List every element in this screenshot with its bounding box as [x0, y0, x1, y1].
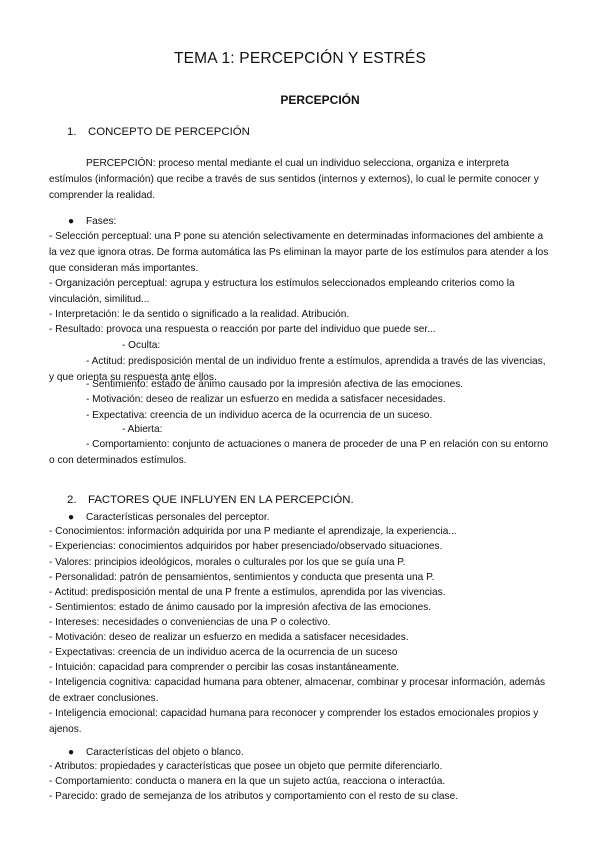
list-item: - Expectativas: creencia de un individuo acerca de la ocurrencia de un suceso — [49, 647, 398, 658]
list-item: - Experiencias: conocimientos adquiridos por haber presenciado/observado situaciones. — [49, 541, 443, 552]
bullet-object — [68, 747, 244, 758]
list-item: - Intereses: necesidades o conveniencias de una P o colectivo. — [49, 617, 331, 628]
bullet-label: Características del objeto o blanco. — [86, 747, 244, 758]
list-item: - Sentimiento: estado de ánimo causado por la impresión afectiva de las emociones. — [86, 379, 464, 390]
list-item: - Comportamiento: conducta o manera en la que un sujeto actúa, reacciona o interactúa. — [49, 776, 446, 787]
list-item: - Inteligencia cognitiva: capacidad humana para obtener, almacenar, combinar y procesar información, además de extraer conclusiones. — [49, 677, 545, 704]
section-1-number: 1. — [67, 126, 77, 138]
bullet-dot-icon: ● — [68, 216, 75, 227]
definition-paragraph: PERCEPCIÓN: proceso mental mediante el cual un individuo selecciona, organiza e interpreta estímulos (información) que recibe a través de sus sentidos (internos y externos), lo cual le permite conocer y comprender la realidad. — [49, 158, 539, 201]
page-subtitle: PERCEPCIÓN — [280, 93, 360, 107]
bullet-label: Fases: — [86, 216, 117, 227]
list-item: - Expectativa: creencia de un individuo acerca de la ocurrencia de un suceso. — [86, 410, 433, 421]
list-item: - Valores: principios ideológicos, morales o culturales por los que se guía una P. — [49, 557, 406, 568]
section-1-title: CONCEPTO DE PERCEPCIÓN — [88, 126, 250, 138]
list-item: - Parecido: grado de semejanza de los atributos y comportamiento con el resto de su clase. — [49, 791, 459, 802]
bullet-personal — [68, 512, 269, 523]
list-item: - Actitud: predisposición mental de un individuo frente a estímulos, aprendida a través de las vivencias, y que orienta su respuesta ante ellos. — [49, 356, 546, 383]
list-item: - Personalidad: patrón de pensamientos, sentimientos y conducta que presenta una P. — [49, 572, 435, 583]
section-2-number: 2. — [67, 494, 77, 506]
bullet-label: Características personales del perceptor. — [86, 512, 270, 523]
list-item: - Motivación: deseo de realizar un esfuerzo en medida a satisfacer necesidades. — [86, 394, 446, 405]
list-item: - Resultado: provoca una respuesta o reacción por parte del individuo que puede ser... — [49, 324, 436, 335]
list-item: - Organización perceptual: agrupa y estructura los estímulos seleccionados empleando criterios como la vinculación, similitud... — [49, 278, 515, 305]
list-item: - Selección perceptual: una P pone su atención selectivamente en determinadas informaciones del ambiente a la vez que ignora otras. De forma automática las Ps eliminan la mayor parte de los estímulos para atender a los que consideran más importantes. — [49, 231, 549, 274]
list-item: - Inteligencia emocional: capacidad humana para reconocer y comprender los estados emocionales propios y ajenos. — [49, 708, 539, 735]
list-item: - Abierta: — [122, 424, 163, 435]
list-item: - Interpretación: le da sentido o significado a la realidad. Atribución. — [49, 309, 350, 320]
list-item: - Comportamiento: conjunto de actuaciones o manera de proceder de una P en relación con su entorno o con determinados estímulos. — [49, 439, 549, 466]
page-title: TEMA 1: PERCEPCIÓN Y ESTRÉS — [173, 50, 427, 67]
bullet-dot-icon: ● — [68, 747, 75, 758]
list-item: - Conocimientos: información adquirida por una P mediante el aprendizaje, la experiencia... — [49, 526, 457, 537]
list-item: - Atributos: propiedades y características que posee un objeto que permite diferenciarlo. — [49, 761, 443, 772]
list-item: - Oculta: — [122, 340, 161, 351]
list-item: - Intuición: capacidad para comprender o percibir las cosas instantáneamente. — [49, 662, 400, 673]
list-item: - Sentimientos: estado de ánimo causado por la impresión afectiva de las emociones. — [49, 602, 432, 613]
section-2-heading — [67, 494, 354, 506]
section-2-title: FACTORES QUE INFLUYEN EN LA PERCEPCIÓN. — [88, 494, 354, 506]
section-1-heading — [67, 126, 250, 138]
list-item: - Motivación: deseo de realizar un esfuerzo en medida a satisfacer necesidades. — [49, 632, 409, 643]
bullet-dot-icon: ● — [68, 512, 75, 523]
list-item: - Actitud: predisposición mental de una P frente a estímulos, aprendida por las vivencias. — [49, 587, 446, 598]
bullet-fases — [68, 216, 116, 227]
